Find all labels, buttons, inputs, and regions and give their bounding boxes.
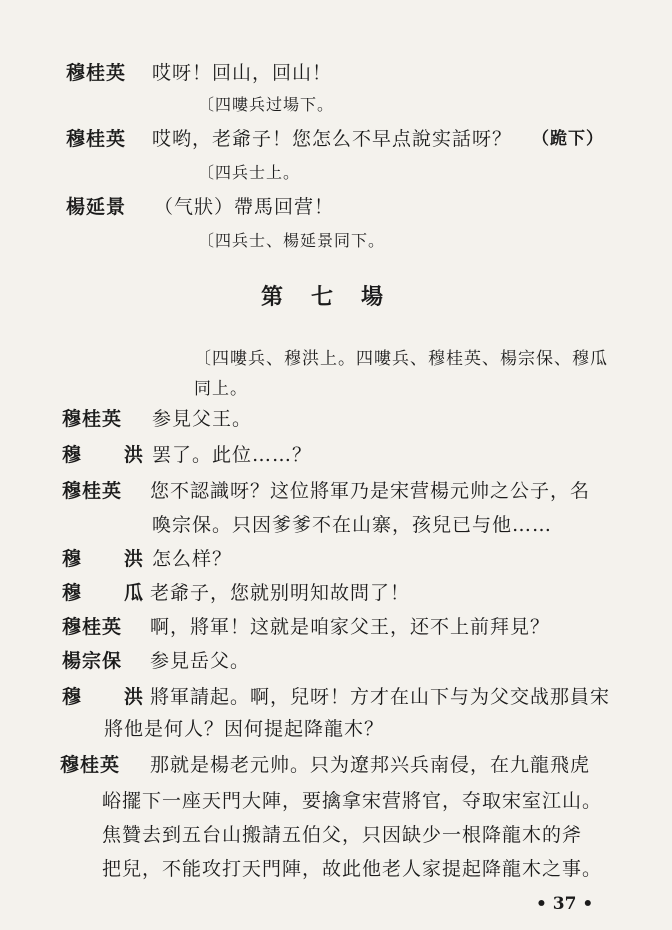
speaker-label: 楊延景 xyxy=(66,196,127,218)
dialogue-line: 啊，將軍！这就是咱家父王，还不上前拜見？ xyxy=(150,616,551,638)
speaker-label: 穆桂英 xyxy=(66,62,127,84)
stage-direction: 〔四兵士上。 xyxy=(198,163,301,182)
dialogue-line: 將他是何人？因何提起降龍木？ xyxy=(104,718,385,740)
dialogue-line: 参見父王。 xyxy=(152,408,253,430)
page-number: • 37 • xyxy=(536,894,594,914)
scene-title: 第七場 xyxy=(260,284,411,310)
dialogue-line: 那就是楊老元帅。只为遼邦兴兵南侵，在九龍飛虎 xyxy=(150,754,591,776)
speaker-label: 穆 洪 xyxy=(62,548,156,570)
dialogue-line: 焦贊去到五台山搬請五伯父，只因缺少一根降龍木的斧 xyxy=(102,824,583,846)
dialogue-line: （气狀）帶馬回营！ xyxy=(154,196,335,218)
dialogue-line: 老爺子，您就别明知故問了！ xyxy=(150,582,411,604)
speaker-label: 穆桂英 xyxy=(66,128,127,150)
speaker-label: 穆 洪 xyxy=(62,686,156,708)
stage-note: （跪下） xyxy=(532,129,604,149)
dialogue-line: 將軍請起。啊，兒呀！方才在山下与为父交战那員宋 xyxy=(150,686,611,708)
stage-direction: 同上。 xyxy=(194,379,248,399)
speaker-label: 穆桂英 xyxy=(62,408,123,430)
speaker-label: 穆 瓜 xyxy=(62,582,156,604)
speaker-label: 穆 洪 xyxy=(62,444,156,466)
dialogue-line: 您不認識呀？这位將軍乃是宋营楊元帅之公子，名 xyxy=(150,480,591,502)
stage-direction: 〔四嘍兵过場下。 xyxy=(198,95,335,114)
dialogue-line: 把兒，不能攻打天門陣，故此他老人家提起降龍木之事。 xyxy=(102,858,603,880)
speaker-label: 穆桂英 xyxy=(62,480,123,502)
speaker-label: 穆桂英 xyxy=(62,616,123,638)
stage-direction: 〔四嘍兵、穆洪上。四嘍兵、穆桂英、楊宗保、穆瓜 xyxy=(194,349,608,369)
dialogue-line: 哎呀！回山，回山！ xyxy=(152,62,333,84)
dialogue-line: 峪擺下一座天門大陣，要擒拿宋营將官，夺取宋室江山。 xyxy=(102,790,603,812)
speaker-label: 楊宗保 xyxy=(62,650,123,672)
dialogue-line: 罢了。此位……？ xyxy=(152,444,313,466)
dialogue-line: 哎哟，老爺子！您怎么不早点說实話呀？ xyxy=(152,128,513,150)
dialogue-line: 参見岳父。 xyxy=(150,650,251,672)
speaker-label: 穆桂英 xyxy=(60,754,121,776)
stage-direction: 〔四兵士、楊延景同下。 xyxy=(198,231,386,250)
dialogue-line: 喚宗保。只因爹爹不在山寨，孩兒已与他…… xyxy=(152,514,553,536)
dialogue-line: 怎么样？ xyxy=(152,548,233,570)
